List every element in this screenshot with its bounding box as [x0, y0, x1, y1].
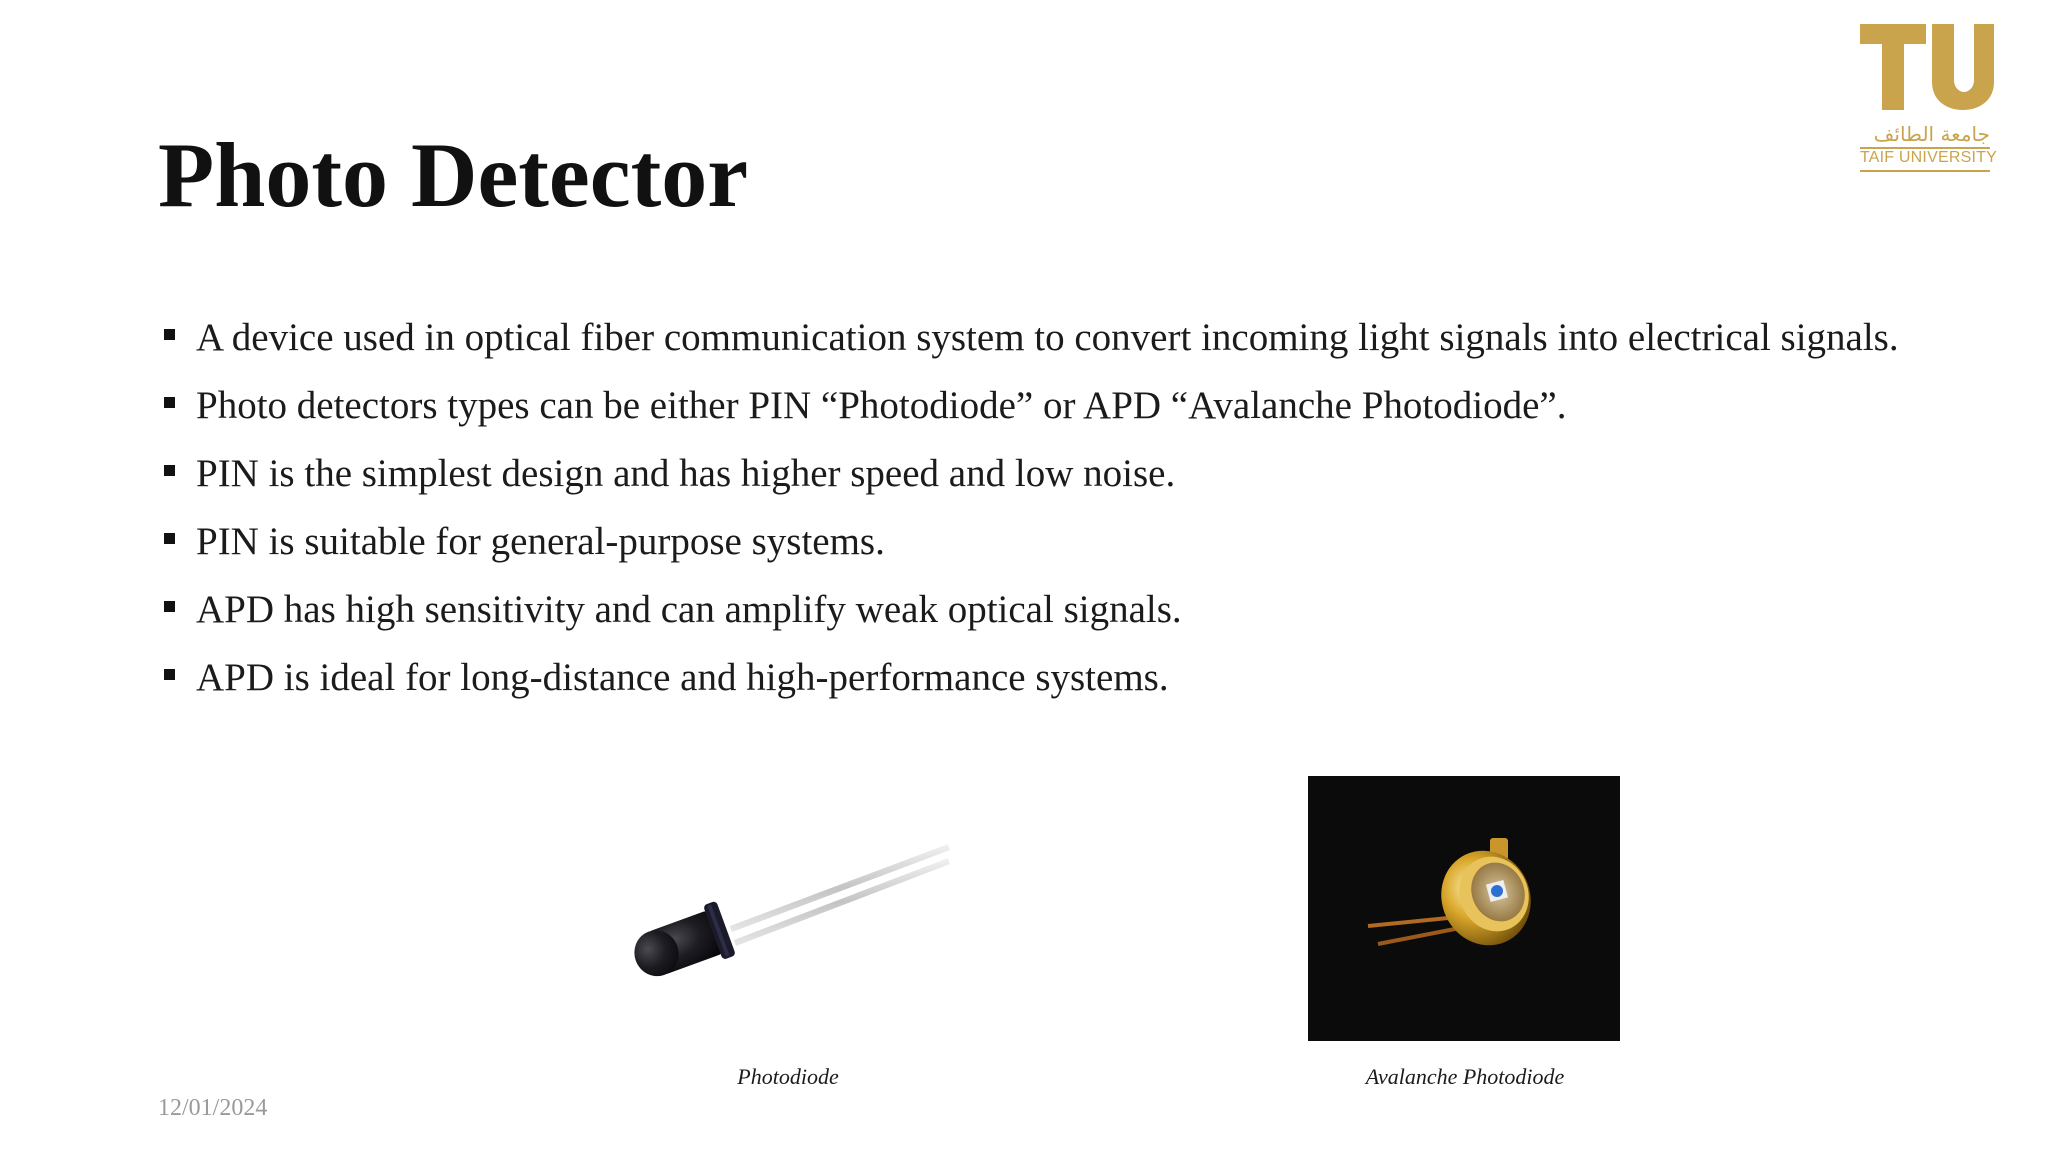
logo-english-name: TAIF UNIVERSITY — [1860, 149, 1997, 166]
slide-title: Photo Detector — [158, 124, 749, 226]
bullet-item: PIN is the simplest design and has higher speed and low noise. — [158, 450, 1918, 497]
logo-underline — [1860, 170, 1990, 172]
photodiode-caption: Photodiode — [737, 1064, 839, 1089]
bullet-item: APD has high sensitivity and can amplify weak optical signals. — [158, 586, 1918, 633]
taif-university-logo — [1860, 24, 1997, 180]
bullet-list — [158, 314, 1918, 722]
bullet-item: A device used in optical fiber communication system to convert incoming light signals into electrical signals. — [158, 314, 1918, 361]
bullet-marker-icon — [164, 397, 175, 408]
tu-monogram-icon — [1860, 24, 1994, 110]
bullet-marker-icon — [164, 533, 175, 544]
bullet-item: APD is ideal for long-distance and high-performance systems. — [158, 654, 1918, 701]
logo-arabic-name: جامعة الطائف — [1873, 122, 1990, 146]
bullet-marker-icon — [164, 329, 175, 340]
bullet-marker-icon — [164, 669, 175, 680]
avalanche-photodiode-image — [1308, 776, 1620, 1041]
slide-date: 12/01/2024 — [158, 1095, 268, 1121]
avalanche-photodiode-caption: Avalanche Photodiode — [1365, 1064, 1565, 1089]
bullet-item: Photo detectors types can be either PIN “Photodiode” or APD “Avalanche Photodiode”. — [158, 382, 1918, 429]
bullet-marker-icon — [164, 465, 175, 476]
bullet-marker-icon — [164, 601, 175, 612]
photodiode-component-image — [630, 830, 950, 980]
bullet-item: PIN is suitable for general-purpose systems. — [158, 518, 1918, 565]
